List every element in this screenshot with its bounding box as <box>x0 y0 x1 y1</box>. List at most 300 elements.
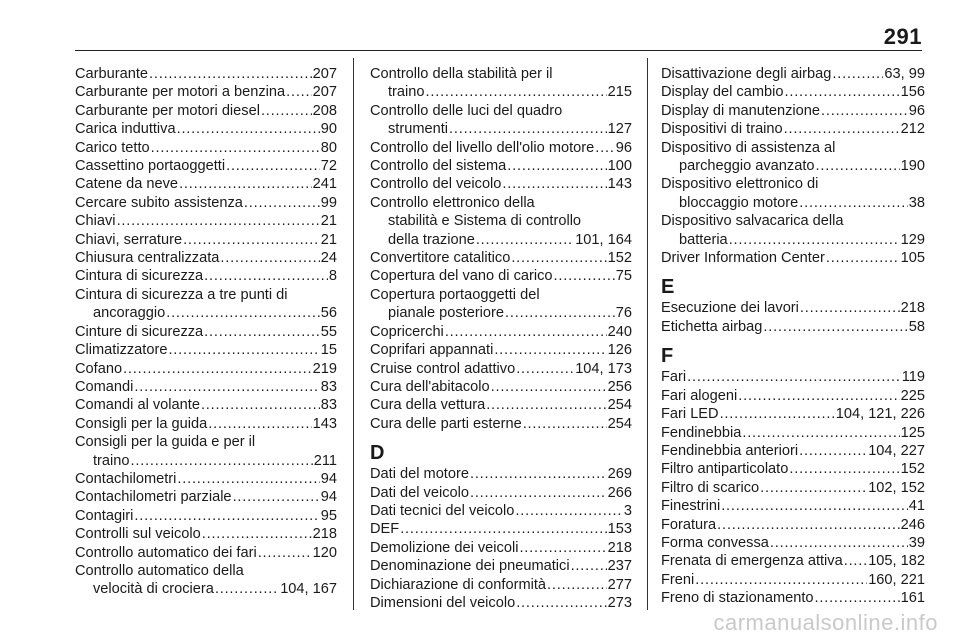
leader-dots <box>168 341 319 359</box>
entry-term: Cinture di sicurezza <box>75 323 204 340</box>
leader-dots <box>166 304 320 322</box>
index-entry[interactable] <box>75 286 337 323</box>
leader-dots <box>695 571 867 589</box>
entry-term: Dichiarazione di conformità <box>370 576 547 593</box>
index-entry[interactable] <box>370 520 632 538</box>
entry-pages[interactable]: 277 <box>607 576 632 593</box>
index-entry[interactable] <box>661 497 925 515</box>
leader-dots <box>547 576 607 594</box>
index-entry[interactable] <box>75 470 337 488</box>
index-entry[interactable] <box>75 175 337 193</box>
index-entry[interactable] <box>370 378 632 396</box>
entry-pages[interactable]: 101, 164 <box>575 231 632 248</box>
index-entry[interactable] <box>370 286 632 323</box>
index-entry[interactable] <box>75 433 337 470</box>
entry-term: Foratura <box>661 516 717 533</box>
entry-pages[interactable]: 104, 173 <box>575 360 632 377</box>
entry-pages[interactable]: 218 <box>607 539 632 556</box>
index-entry[interactable] <box>661 212 925 249</box>
entry-pages[interactable]: 99 <box>320 194 337 211</box>
index-entry[interactable] <box>370 341 632 359</box>
leader-dots <box>770 534 908 552</box>
entry-term: Denominazione dei pneumatici <box>370 558 570 575</box>
index-entry[interactable] <box>661 83 925 101</box>
index-entry[interactable] <box>661 120 925 138</box>
entry-pages[interactable]: 38 <box>908 194 925 211</box>
entry-pages[interactable]: 90 <box>320 121 337 138</box>
entry-pages[interactable]: 83 <box>320 378 337 395</box>
entry-pages[interactable]: 94 <box>320 489 337 506</box>
index-entry[interactable] <box>370 502 632 520</box>
index-entry[interactable] <box>370 249 632 267</box>
entry-term: Cintura di sicurezza a tre punti di <box>75 286 288 303</box>
leader-dots <box>799 442 867 460</box>
leader-dots <box>233 488 320 506</box>
entry-pages[interactable]: 129 <box>900 231 925 248</box>
entry-pages[interactable]: 120 <box>312 544 337 561</box>
leader-dots <box>491 378 607 396</box>
index-entry[interactable] <box>370 360 632 378</box>
entry-term: Comandi al volante <box>75 397 200 414</box>
leader-dots <box>505 304 615 322</box>
index-column-3 <box>661 65 925 608</box>
index-entry[interactable] <box>75 194 337 212</box>
leader-dots <box>516 594 606 612</box>
entry-term: Comandi <box>75 378 134 395</box>
index-entry[interactable] <box>75 65 337 83</box>
entry-term: Chiavi <box>75 213 116 230</box>
index-entry[interactable] <box>661 299 925 317</box>
index-entry[interactable] <box>75 157 337 175</box>
entry-term: Chiavi, serrature <box>75 231 183 248</box>
page-number: 291 <box>883 24 922 49</box>
leader-dots <box>815 589 900 607</box>
entry-term: Copricerchi <box>370 323 444 340</box>
index-entry[interactable] <box>75 341 337 359</box>
leader-dots <box>470 465 607 483</box>
leader-dots <box>426 83 607 101</box>
entry-term: Filtro di scarico <box>661 479 760 496</box>
leader-dots <box>721 497 908 515</box>
entry-pages[interactable]: 96 <box>908 102 925 119</box>
index-entry[interactable] <box>370 65 632 102</box>
index-entry[interactable] <box>661 65 925 83</box>
index-column-2 <box>370 65 632 612</box>
entry-term: Demolizione dei veicoli <box>370 539 519 556</box>
entry-pages[interactable]: 207 <box>312 66 337 82</box>
index-entry[interactable] <box>75 102 337 120</box>
index-entry[interactable] <box>370 484 632 502</box>
index-entry[interactable] <box>370 594 632 612</box>
index-entry[interactable] <box>661 368 925 386</box>
entry-term: Dispositivo di assistenza al <box>661 139 836 156</box>
entry-pages[interactable]: 39 <box>908 534 925 551</box>
entry-pages[interactable]: 156 <box>900 84 925 101</box>
entry-term: Consigli per la guida e per il <box>75 434 256 451</box>
entry-term: Consigli per la guida <box>75 415 208 432</box>
entry-term: Cintura di sicurezza <box>75 268 204 285</box>
index-entry[interactable] <box>370 102 632 139</box>
entry-pages[interactable]: 56 <box>320 305 337 322</box>
index-entry[interactable] <box>661 424 925 442</box>
entry-term: Controllo delle luci del quadro <box>370 102 563 119</box>
entry-term: Controllo del sistema <box>370 158 507 175</box>
leader-dots <box>131 452 313 470</box>
index-entry[interactable] <box>370 139 632 157</box>
entry-term: Etichetta airbag <box>661 318 763 335</box>
entry-term: Disattivazione degli airbag <box>661 66 832 82</box>
entry-pages[interactable]: 218 <box>900 300 925 317</box>
entry-pages[interactable]: 104, 121, 226 <box>835 406 925 423</box>
entry-term: Cruise control adattivo <box>370 360 516 377</box>
leader-dots <box>204 267 328 285</box>
index-entry[interactable] <box>370 465 632 483</box>
index-entry[interactable] <box>661 460 925 478</box>
leader-dots <box>784 120 900 138</box>
entry-term: Contachilometri <box>75 470 177 487</box>
leader-dots <box>476 231 574 249</box>
index-column-1 <box>75 65 337 599</box>
entry-pages[interactable]: 143 <box>312 415 337 432</box>
leader-dots <box>729 231 900 249</box>
entry-pages[interactable]: 273 <box>607 594 632 611</box>
entry-pages[interactable]: 15 <box>320 342 337 359</box>
entry-pages[interactable]: 152 <box>607 250 632 267</box>
entry-term: Fendinebbia <box>661 424 742 441</box>
entry-pages[interactable]: 21 <box>320 213 337 230</box>
index-entry[interactable] <box>661 175 925 212</box>
index-entry[interactable] <box>661 534 925 552</box>
leader-dots <box>261 102 312 120</box>
entry-pages[interactable]: 126 <box>607 342 632 359</box>
entry-pages[interactable]: 24 <box>320 250 337 267</box>
entry-term: Carburante <box>75 66 149 82</box>
index-entry[interactable] <box>75 378 337 396</box>
leader-dots <box>821 102 908 120</box>
entry-term: Frenata di emergenza attiva <box>661 553 843 570</box>
entry-term: Display del cambio <box>661 84 784 101</box>
entry-term: Fari <box>661 369 687 386</box>
entry-term: Controlli sul veicolo <box>75 526 201 543</box>
leader-dots <box>571 557 607 575</box>
index-entry[interactable] <box>75 267 337 285</box>
entry-term: Coprifari appannati <box>370 342 494 359</box>
index-entry[interactable] <box>75 212 337 230</box>
index-entry[interactable] <box>75 120 337 138</box>
entry-pages[interactable]: 75 <box>615 268 632 285</box>
entry-term: Dispositivo elettronico di <box>661 176 819 193</box>
entry-pages[interactable]: 246 <box>900 516 925 533</box>
entry-pages[interactable]: 219 <box>312 360 337 377</box>
entry-term: della trazione <box>388 231 475 248</box>
index-entry[interactable] <box>661 405 925 423</box>
leader-dots <box>215 580 279 598</box>
entry-pages[interactable]: 208 <box>312 102 337 119</box>
entry-term: Freno di stazionamento <box>661 590 814 607</box>
leader-dots <box>220 249 319 267</box>
leader-dots <box>204 323 320 341</box>
entry-pages[interactable]: 266 <box>607 484 632 501</box>
leader-dots <box>554 267 615 285</box>
leader-dots <box>149 65 312 83</box>
section-letter: E <box>661 276 675 299</box>
entry-term: Cofano <box>75 360 123 377</box>
entry-pages[interactable]: 80 <box>320 139 337 156</box>
index-entry[interactable] <box>661 552 925 570</box>
index-entry[interactable] <box>661 139 925 176</box>
entry-term: traino <box>93 452 130 469</box>
entry-pages[interactable]: 83 <box>320 397 337 414</box>
section-letter: F <box>661 345 674 368</box>
entry-term: Chiusura centralizzata <box>75 250 220 267</box>
leader-dots <box>826 249 900 267</box>
index-entry[interactable] <box>661 571 925 589</box>
leader-dots <box>445 323 607 341</box>
entry-term: Cassettino portaoggetti <box>75 158 226 175</box>
entry-pages[interactable]: 241 <box>312 176 337 193</box>
index-entry[interactable] <box>370 157 632 175</box>
leader-dots <box>177 470 319 488</box>
leader-dots <box>789 460 899 478</box>
leader-dots <box>507 157 606 175</box>
entry-term: ancoraggio <box>93 305 166 322</box>
leader-dots <box>844 552 867 570</box>
entry-term: Dimensioni del veicolo <box>370 594 516 611</box>
entry-pages[interactable]: 58 <box>908 318 925 335</box>
entry-pages[interactable]: 125 <box>900 424 925 441</box>
leader-dots <box>738 387 899 405</box>
entry-term: Carico tetto <box>75 139 150 156</box>
entry-pages[interactable]: 76 <box>615 305 632 322</box>
index-entry[interactable] <box>370 267 632 285</box>
entry-term: Dati del motore <box>370 466 469 483</box>
index-entry[interactable] <box>661 318 925 336</box>
index-entry[interactable] <box>370 576 632 594</box>
entry-pages[interactable]: 104, 227 <box>868 442 925 459</box>
entry-pages[interactable]: 153 <box>607 521 632 538</box>
leader-dots <box>511 249 606 267</box>
index-entry[interactable] <box>370 323 632 341</box>
leader-dots <box>760 479 867 497</box>
entry-term: Freni <box>661 571 695 588</box>
entry-term: Fari alogeni <box>661 387 738 404</box>
index-entry[interactable] <box>661 249 925 267</box>
entry-pages[interactable]: 63, 99 <box>884 66 925 82</box>
entry-pages[interactable]: 240 <box>607 323 632 340</box>
entry-pages[interactable]: 190 <box>900 158 925 175</box>
entry-term: Filtro antiparticolato <box>661 461 789 478</box>
column-divider <box>647 58 648 610</box>
entry-term: Convertitore catalitico <box>370 250 511 267</box>
entry-term: Copertura portaoggetti del <box>370 286 540 303</box>
entry-pages[interactable]: 215 <box>607 84 632 101</box>
entry-pages[interactable]: 3 <box>623 502 632 519</box>
leader-dots <box>177 120 320 138</box>
entry-pages[interactable]: 100 <box>607 158 632 175</box>
leader-dots <box>742 424 899 442</box>
entry-term: Contagiri <box>75 507 134 524</box>
entry-term: Carburante per motori diesel <box>75 102 260 119</box>
entry-pages[interactable]: 152 <box>900 461 925 478</box>
leader-dots <box>595 139 615 157</box>
entry-pages[interactable]: 254 <box>607 397 632 414</box>
entry-pages[interactable]: 237 <box>607 558 632 575</box>
entry-term: Cura delle parti esterne <box>370 415 522 432</box>
index-entry[interactable] <box>75 231 337 249</box>
entry-term: Contachilometri parziale <box>75 489 232 506</box>
index-entry[interactable] <box>75 139 337 157</box>
index-entry[interactable] <box>75 525 337 543</box>
leader-dots <box>515 502 622 520</box>
index-entry[interactable] <box>661 102 925 120</box>
watermark: carmanualsonline.info <box>713 610 938 635</box>
entry-pages[interactable]: 41 <box>908 498 925 515</box>
entry-pages[interactable]: 218 <box>312 526 337 543</box>
leader-dots <box>523 415 607 433</box>
index-entry[interactable] <box>75 360 337 378</box>
entry-term: parcheggio avanzato <box>679 158 815 175</box>
index-entry[interactable] <box>75 488 337 506</box>
entry-pages[interactable]: 102, 152 <box>868 479 925 496</box>
index-entry[interactable] <box>370 194 632 249</box>
index-entry[interactable] <box>661 442 925 460</box>
leader-dots <box>134 378 319 396</box>
header-rule <box>75 50 922 51</box>
leader-dots <box>226 157 320 175</box>
entry-pages[interactable]: 94 <box>320 470 337 487</box>
index-entry[interactable] <box>661 589 925 607</box>
entry-pages[interactable]: 72 <box>320 158 337 175</box>
entry-pages[interactable]: 161 <box>900 590 925 607</box>
entry-term: Controllo automatico dei fari <box>75 544 257 561</box>
entry-pages[interactable]: 254 <box>607 415 632 432</box>
entry-term: Controllo della stabilità per il <box>370 66 553 82</box>
entry-term: traino <box>388 84 425 101</box>
index-entry[interactable] <box>75 544 337 562</box>
entry-term: Carburante per motori a benzina <box>75 84 286 101</box>
entry-term: Dati tecnici del veicolo <box>370 502 515 519</box>
index-entry[interactable] <box>661 387 925 405</box>
entry-term: Catene da neve <box>75 176 179 193</box>
entry-pages[interactable]: 55 <box>320 323 337 340</box>
entry-pages[interactable]: 160, 221 <box>868 571 925 588</box>
entry-pages[interactable]: 269 <box>607 466 632 483</box>
entry-pages[interactable]: 8 <box>328 268 337 285</box>
entry-term: Fari LED <box>661 406 719 423</box>
leader-dots <box>123 360 312 378</box>
entry-term: pianale posteriore <box>388 305 505 322</box>
entry-term: Climatizzatore <box>75 342 168 359</box>
index-entry[interactable] <box>75 249 337 267</box>
entry-term: Controllo del veicolo <box>370 176 502 193</box>
leader-dots <box>208 415 311 433</box>
entry-term: Dati del veicolo <box>370 484 469 501</box>
leader-dots <box>183 231 320 249</box>
entry-pages[interactable]: 119 <box>901 369 925 386</box>
entry-term: Controllo del livello dell'olio motore <box>370 139 595 156</box>
leader-dots <box>117 212 320 230</box>
entry-term: Forma convessa <box>661 534 769 551</box>
leader-dots <box>449 120 607 138</box>
index-entry[interactable] <box>661 479 925 497</box>
leader-dots <box>151 139 320 157</box>
entry-pages[interactable]: 256 <box>607 378 632 395</box>
index-entry[interactable] <box>370 396 632 414</box>
entry-pages[interactable]: 96 <box>615 139 632 156</box>
leader-dots <box>832 65 883 83</box>
entry-term: bloccaggio motore <box>679 194 799 211</box>
entry-term: Controllo automatico della <box>75 562 244 579</box>
leader-dots <box>784 83 899 101</box>
leader-dots <box>800 299 900 317</box>
entry-pages[interactable]: 127 <box>607 121 632 138</box>
index-entry[interactable] <box>370 175 632 193</box>
entry-pages[interactable]: 95 <box>320 507 337 524</box>
entry-term: DEF <box>370 521 400 538</box>
entry-term: Carica induttiva <box>75 121 176 138</box>
leader-dots <box>258 544 312 562</box>
leader-dots <box>179 175 312 193</box>
entry-term: velocità di crociera <box>93 581 214 598</box>
entry-term: Controllo elettronico della <box>370 194 535 211</box>
entry-pages[interactable]: 225 <box>900 387 925 404</box>
index-entry[interactable] <box>661 516 925 534</box>
leader-dots <box>720 405 835 423</box>
column-divider <box>353 58 354 610</box>
entry-pages[interactable]: 143 <box>607 176 632 193</box>
leader-dots <box>400 520 606 538</box>
leader-dots <box>202 525 312 543</box>
entry-pages[interactable]: 105, 182 <box>868 553 925 570</box>
leader-dots <box>816 157 900 175</box>
leader-dots <box>201 396 320 414</box>
entry-pages[interactable]: 21 <box>320 231 337 248</box>
leader-dots <box>799 194 908 212</box>
leader-dots <box>502 175 606 193</box>
leader-dots <box>494 341 606 359</box>
leader-dots <box>687 368 901 386</box>
entry-pages[interactable]: 104, 167 <box>280 581 337 598</box>
leader-dots <box>470 484 607 502</box>
entry-term: Dispositivo salvacarica della <box>661 213 844 230</box>
section-letter: D <box>370 442 385 465</box>
index-entry[interactable] <box>370 557 632 575</box>
index-entry[interactable] <box>75 396 337 414</box>
entry-term: Dispositivi di traino <box>661 121 783 138</box>
index-entry[interactable] <box>75 562 337 599</box>
entry-term: Driver Information Center <box>661 250 825 267</box>
leader-dots <box>519 539 606 557</box>
index-entry[interactable] <box>75 507 337 525</box>
index-entry[interactable] <box>75 415 337 433</box>
entry-term: Fendinebbia anteriori <box>661 442 799 459</box>
index-entry[interactable] <box>370 415 632 433</box>
entry-pages[interactable]: 207 <box>312 84 337 101</box>
entry-pages[interactable]: 105 <box>900 250 925 267</box>
entry-pages[interactable]: 212 <box>900 121 925 138</box>
leader-dots <box>134 507 319 525</box>
entry-term: strumenti <box>388 121 449 138</box>
index-entry[interactable] <box>75 323 337 341</box>
entry-term: stabilità e Sistema di controllo <box>388 213 582 230</box>
entry-term: Esecuzione dei lavori <box>661 300 799 317</box>
leader-dots <box>486 396 606 414</box>
leader-dots <box>763 318 907 336</box>
index-entry[interactable] <box>370 539 632 557</box>
leader-dots <box>286 83 312 101</box>
index-entry[interactable] <box>75 83 337 101</box>
entry-pages[interactable]: 211 <box>313 452 337 469</box>
